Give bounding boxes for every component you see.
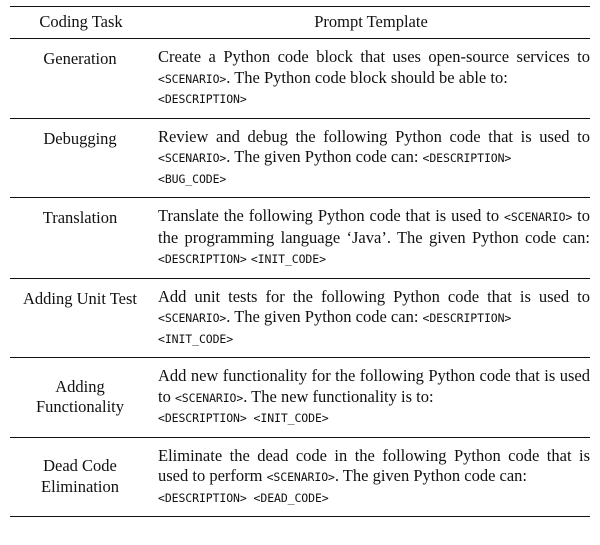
prompt-text: Review and debug the following Python code that is used to bbox=[158, 126, 590, 146]
table-row bbox=[10, 278, 590, 358]
init-code-placeholder: <INIT_CODE> bbox=[253, 411, 329, 425]
init-code-placeholder: <INIT_CODE> bbox=[158, 331, 234, 346]
description-placeholder: <DESCRIPTION> bbox=[422, 311, 512, 325]
prompt-cell bbox=[152, 198, 590, 279]
task-cell bbox=[10, 278, 152, 358]
description-placeholder-text: <DESCRIPTION> bbox=[158, 411, 247, 425]
task-label: Functionality bbox=[36, 397, 124, 417]
prompt-text: Eliminate the dead code in the following Python code that is used to perform bbox=[158, 445, 590, 485]
task-label: Translation bbox=[42, 208, 118, 227]
prompt-text: . The Python code block should be able to: bbox=[226, 67, 508, 87]
header-prompt-template: Prompt Template bbox=[314, 12, 428, 31]
description-placeholder-text: <DESCRIPTION> bbox=[158, 490, 247, 505]
prompt-cell bbox=[152, 39, 590, 119]
table-row bbox=[10, 358, 590, 438]
prompt-text: Add new functionality for the following Python code that is used to bbox=[158, 366, 590, 406]
table-row bbox=[10, 198, 590, 279]
prompt-text: Translate the following Python code that is used to bbox=[158, 206, 500, 225]
task-label: Debugging bbox=[43, 128, 117, 148]
task-cell bbox=[10, 39, 152, 119]
prompt-cell bbox=[152, 358, 590, 438]
prompt-template-table-container bbox=[10, 6, 590, 517]
prompt-text: Create a Python code block that uses open-source services to bbox=[158, 47, 590, 66]
description-placeholder: <DESCRIPTION> bbox=[158, 92, 247, 106]
scenario-placeholder: <SCENARIO> bbox=[174, 390, 244, 405]
task-label: Dead Code bbox=[43, 456, 117, 476]
task-cell bbox=[10, 437, 152, 517]
scenario-placeholder: <SCENARIO> bbox=[266, 470, 335, 484]
task-label: Adding Unit Test bbox=[22, 288, 138, 308]
scenario-placeholder: <SCENARIO> bbox=[158, 71, 227, 86]
table-header-row bbox=[10, 7, 590, 39]
init-code-placeholder: <INIT_CODE> bbox=[250, 252, 326, 266]
prompt-cell bbox=[152, 278, 590, 358]
task-label: Generation bbox=[43, 49, 117, 68]
scenario-placeholder: <SCENARIO> bbox=[158, 151, 227, 165]
prompt-text: to the programming language ‘Java’. The given Python code can: bbox=[158, 206, 591, 247]
description-placeholder bbox=[158, 488, 590, 509]
header-coding-task: Coding Task bbox=[39, 12, 123, 31]
prompt-text: Add unit tests for the following Python code that is used to bbox=[158, 286, 590, 306]
task-cell bbox=[10, 118, 152, 198]
task-cell bbox=[10, 358, 152, 438]
scenario-placeholder: <SCENARIO> bbox=[158, 311, 227, 325]
prompt-text: . The given Python code can: bbox=[334, 466, 528, 485]
table-row bbox=[10, 437, 590, 517]
bug-code-placeholder: <BUG_CODE> bbox=[158, 171, 227, 186]
prompt-cell bbox=[152, 118, 590, 198]
description-placeholder: <DESCRIPTION> bbox=[422, 151, 512, 165]
description-placeholder bbox=[158, 408, 590, 429]
prompt-cell bbox=[152, 437, 590, 517]
table-row bbox=[10, 118, 590, 198]
task-cell bbox=[10, 198, 152, 279]
dead-code-placeholder: <DEAD_CODE> bbox=[253, 490, 329, 505]
prompt-text: . The given Python code can: bbox=[226, 307, 419, 326]
prompt-text: . The given Python code can: bbox=[226, 147, 419, 166]
prompt-text: . The new functionality is to: bbox=[243, 386, 434, 406]
prompt-template-table bbox=[10, 6, 590, 517]
task-label: Elimination bbox=[41, 476, 119, 496]
description-placeholder: <DESCRIPTION> bbox=[158, 252, 247, 266]
scenario-placeholder: <SCENARIO> bbox=[504, 210, 573, 224]
table-row bbox=[10, 39, 590, 119]
task-label: Adding bbox=[55, 376, 105, 396]
